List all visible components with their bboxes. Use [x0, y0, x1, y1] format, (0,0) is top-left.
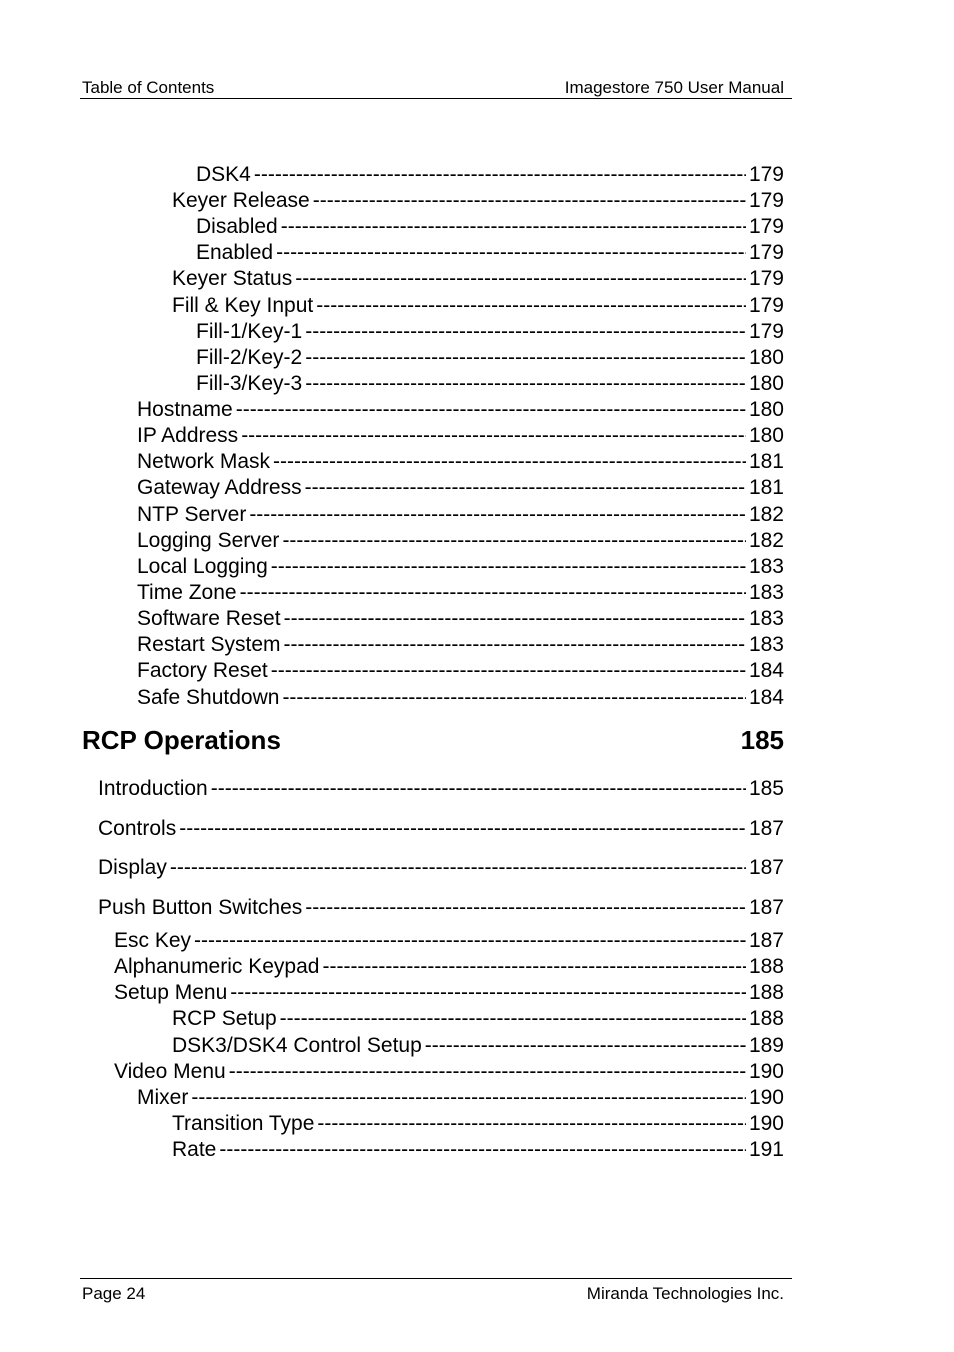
toc-entry-page: 182 — [748, 529, 784, 552]
toc-entry-title: Fill-2/Key-2 — [196, 346, 303, 369]
toc-leader — [254, 163, 746, 187]
toc-entry[interactable] — [137, 686, 784, 712]
section-heading[interactable] — [82, 725, 784, 757]
toc-entry[interactable] — [137, 581, 784, 607]
toc-entry-page: 188 — [748, 981, 784, 1004]
footer-page-number: Page 24 — [82, 1284, 146, 1303]
toc-entry-page: 183 — [748, 581, 784, 604]
toc-entry-page: 188 — [748, 955, 784, 978]
toc-entry-title: Esc Key — [114, 929, 192, 952]
toc-entry-title: Restart System — [137, 633, 281, 656]
toc-leader — [179, 817, 746, 841]
toc-entry[interactable] — [137, 555, 784, 581]
toc-entry-title: Transition Type — [172, 1112, 315, 1135]
section-page: 185 — [740, 725, 784, 755]
toc-entry-title: IP Address — [137, 424, 239, 447]
toc-leader — [240, 581, 746, 605]
toc-entry-title: Enabled — [196, 241, 274, 264]
toc-entry-title: DSK3/DSK4 Control Setup — [172, 1034, 422, 1057]
toc-leader — [282, 529, 746, 553]
toc-entry[interactable] — [137, 476, 784, 502]
toc-leader — [295, 267, 746, 291]
toc-entry[interactable] — [137, 424, 784, 450]
toc-leader — [313, 189, 746, 213]
toc-entry[interactable] — [137, 1086, 784, 1112]
toc-entry-page: 190 — [748, 1060, 784, 1083]
toc-entry-title: NTP Server — [137, 503, 247, 526]
toc-leader — [280, 1007, 746, 1031]
toc-entry[interactable] — [98, 817, 784, 843]
toc-leader — [282, 686, 746, 710]
toc-entry-title: Display — [98, 856, 167, 879]
toc-entry-title: Factory Reset — [137, 659, 268, 682]
toc-leader — [230, 981, 746, 1005]
toc-entry-page: 179 — [748, 320, 784, 343]
toc-leader — [273, 450, 746, 474]
toc-leader — [229, 1060, 746, 1084]
toc-leader — [191, 1086, 746, 1110]
toc-entry-title: Alphanumeric Keypad — [114, 955, 320, 978]
toc-entry-title: Time Zone — [137, 581, 237, 604]
toc-entry[interactable] — [137, 503, 784, 529]
toc-entry-page: 181 — [748, 476, 784, 499]
toc-leader — [271, 659, 746, 683]
toc-entry-page: 189 — [748, 1034, 784, 1057]
toc-entry-title: Gateway Address — [137, 476, 302, 499]
toc-entry-page: 179 — [748, 215, 784, 238]
toc-entry[interactable] — [137, 529, 784, 555]
toc-leader — [305, 476, 746, 500]
toc-entry[interactable] — [98, 856, 784, 882]
page-header — [80, 78, 792, 99]
toc-entry[interactable] — [196, 372, 784, 398]
toc-leader — [425, 1034, 746, 1058]
toc-entry-page: 190 — [748, 1112, 784, 1135]
toc-entry[interactable] — [137, 633, 784, 659]
toc-leader — [211, 777, 746, 801]
toc-entry-page: 184 — [748, 659, 784, 682]
toc-entry-page: 183 — [748, 607, 784, 630]
toc-entry[interactable] — [114, 955, 784, 981]
toc-leader — [249, 503, 746, 527]
toc-entry-page: 183 — [748, 555, 784, 578]
toc-leader — [236, 398, 746, 422]
toc-entry[interactable] — [172, 1138, 784, 1164]
toc-leader — [284, 607, 746, 631]
toc-entry[interactable] — [137, 607, 784, 633]
toc-entry-title: Software Reset — [137, 607, 281, 630]
toc-leader — [271, 555, 746, 579]
toc-entry-title: Disabled — [196, 215, 278, 238]
toc-entry-title: Keyer Status — [172, 267, 293, 290]
toc-entry[interactable] — [98, 777, 784, 803]
toc-entry-title: Setup Menu — [114, 981, 228, 1004]
toc-entry[interactable] — [137, 398, 784, 424]
toc-entry[interactable] — [196, 320, 784, 346]
toc-leader — [194, 929, 746, 953]
toc-entry[interactable] — [196, 346, 784, 372]
toc-entry-page: 179 — [748, 267, 784, 290]
footer-company: Miranda Technologies Inc. — [586, 1284, 784, 1303]
toc-leader — [305, 346, 746, 370]
toc-entry-title: Video Menu — [114, 1060, 226, 1083]
toc-entry-title: Mixer — [137, 1086, 189, 1109]
toc-entry[interactable] — [137, 659, 784, 685]
toc-entry-title: Network Mask — [137, 450, 271, 473]
toc-entry-title: Logging Server — [137, 529, 280, 552]
toc-entry-page: 181 — [748, 450, 784, 473]
toc-entry-page: 187 — [748, 817, 784, 840]
toc-entry[interactable] — [172, 267, 784, 293]
toc-entry-title: Fill-1/Key-1 — [196, 320, 303, 343]
toc-leader — [276, 241, 746, 265]
toc-entry[interactable] — [114, 929, 784, 955]
toc-leader — [170, 856, 746, 880]
toc-entry-title: Keyer Release — [172, 189, 310, 212]
toc-leader — [241, 424, 746, 448]
toc-entry-page: 180 — [748, 346, 784, 369]
toc-entry-title: Local Logging — [137, 555, 268, 578]
toc-leader — [305, 320, 746, 344]
toc-entry-title: Fill-3/Key-3 — [196, 372, 303, 395]
toc-entry-page: 183 — [748, 633, 784, 656]
toc-leader — [305, 372, 746, 396]
toc-leader — [284, 633, 746, 657]
toc-entry[interactable] — [137, 450, 784, 476]
toc-leader — [281, 215, 746, 239]
toc-entry-page: 188 — [748, 1007, 784, 1030]
toc-entry-title: Introduction — [98, 777, 208, 800]
toc-entry-page: 187 — [748, 856, 784, 879]
toc-entry[interactable] — [172, 1034, 784, 1060]
toc-entry-page: 179 — [748, 189, 784, 212]
header-manual-name: Imagestore 750 User Manual — [564, 78, 784, 97]
toc-entry-page: 185 — [748, 777, 784, 800]
toc-leader — [305, 896, 746, 920]
toc-entry-page: 190 — [748, 1086, 784, 1109]
toc-entry-page: 180 — [748, 424, 784, 447]
toc-entry[interactable] — [172, 1112, 784, 1138]
toc-entry-page: 187 — [748, 929, 784, 952]
toc-entry-page: 182 — [748, 503, 784, 526]
toc-leader — [316, 294, 746, 318]
toc-leader — [317, 1112, 746, 1136]
toc-entry[interactable] — [172, 1007, 784, 1033]
toc-entry[interactable] — [196, 241, 784, 267]
toc-entry-title: DSK4 — [196, 163, 251, 186]
toc-leader — [322, 955, 745, 979]
toc-entry[interactable] — [114, 1060, 784, 1086]
toc-entry-title: RCP Setup — [172, 1007, 277, 1030]
toc-entry-page: 180 — [748, 398, 784, 421]
toc-entry-page: 191 — [748, 1138, 784, 1161]
toc-entry-page: 179 — [748, 163, 784, 186]
toc-entry-page: 179 — [748, 294, 784, 317]
toc-entry[interactable] — [172, 189, 784, 215]
toc-entry-page: 179 — [748, 241, 784, 264]
toc-entry[interactable] — [98, 896, 784, 922]
toc-entry-title: Safe Shutdown — [137, 686, 280, 709]
section-title: RCP Operations — [82, 725, 281, 755]
toc-entry[interactable] — [196, 215, 784, 241]
toc-entry-page: 184 — [748, 686, 784, 709]
header-title: Table of Contents — [82, 78, 215, 97]
toc-entry[interactable] — [196, 163, 784, 189]
toc-entry-title: Rate — [172, 1138, 217, 1161]
toc-entry-title: Controls — [98, 817, 177, 840]
toc-entry-page: 187 — [748, 896, 784, 919]
toc-entry-title: Hostname — [137, 398, 233, 421]
toc-entry-page: 180 — [748, 372, 784, 395]
toc-entry[interactable] — [114, 981, 784, 1007]
toc-leader — [219, 1138, 746, 1162]
page-footer — [80, 1278, 792, 1303]
toc-entry-title: Fill & Key Input — [172, 294, 314, 317]
toc-entry-title: Push Button Switches — [98, 896, 303, 919]
toc-entry[interactable] — [172, 294, 784, 320]
